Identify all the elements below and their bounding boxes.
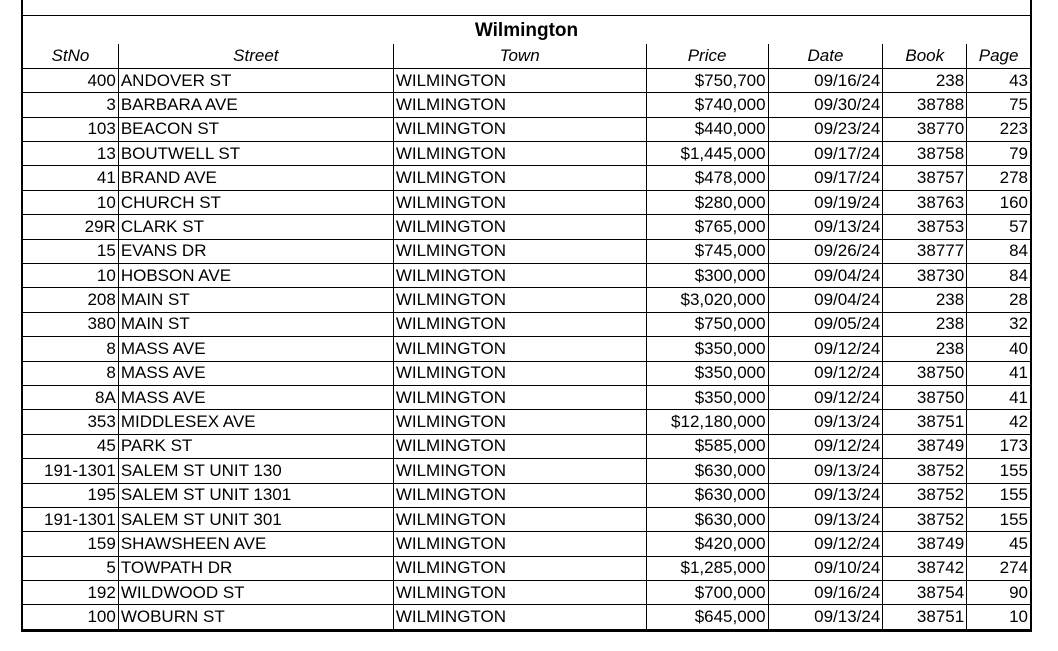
- cell-stno: 29R: [23, 215, 118, 239]
- cell-page: 41: [967, 385, 1030, 409]
- cell-price: $478,000: [646, 166, 768, 190]
- cell-page: 28: [967, 288, 1030, 312]
- cell-price: $300,000: [646, 264, 768, 288]
- table-row: [23, 410, 1030, 434]
- cell-town: WILMINGTON: [393, 288, 646, 312]
- cell-page: 43: [967, 68, 1030, 92]
- cell-town: WILMINGTON: [393, 483, 646, 507]
- cell-date: 09/12/24: [768, 361, 883, 385]
- table-row: [23, 556, 1030, 580]
- cell-price: $740,000: [646, 93, 768, 117]
- table-row: [23, 264, 1030, 288]
- cell-town: WILMINGTON: [393, 312, 646, 336]
- cell-date: 09/13/24: [768, 459, 883, 483]
- column-header-book: Book: [883, 44, 967, 68]
- cell-stno: 353: [23, 410, 118, 434]
- cell-page: 160: [967, 190, 1030, 214]
- cell-town: WILMINGTON: [393, 605, 646, 629]
- table-header-row: [23, 44, 1030, 68]
- cell-street: SALEM ST UNIT 1301: [118, 483, 393, 507]
- cell-street: MAIN ST: [118, 288, 393, 312]
- cell-page: 57: [967, 215, 1030, 239]
- cell-stno: 380: [23, 312, 118, 336]
- cell-street: CHURCH ST: [118, 190, 393, 214]
- cell-stno: 10: [23, 190, 118, 214]
- cell-book: 38770: [883, 117, 967, 141]
- table-row: [23, 312, 1030, 336]
- cell-street: HOBSON AVE: [118, 264, 393, 288]
- cell-book: 38750: [883, 385, 967, 409]
- cell-book: 38742: [883, 556, 967, 580]
- cell-town: WILMINGTON: [393, 239, 646, 263]
- cell-town: WILMINGTON: [393, 556, 646, 580]
- cell-book: 38752: [883, 483, 967, 507]
- cell-price: $12,180,000: [646, 410, 768, 434]
- cell-book: 238: [883, 312, 967, 336]
- cell-town: WILMINGTON: [393, 166, 646, 190]
- table-row: [23, 288, 1030, 312]
- cell-price: $440,000: [646, 117, 768, 141]
- cell-town: WILMINGTON: [393, 459, 646, 483]
- cell-stno: 191-1301: [23, 459, 118, 483]
- cell-date: 09/17/24: [768, 166, 883, 190]
- cell-street: SALEM ST UNIT 130: [118, 459, 393, 483]
- cell-town: WILMINGTON: [393, 93, 646, 117]
- cell-town: WILMINGTON: [393, 142, 646, 166]
- cell-town: WILMINGTON: [393, 264, 646, 288]
- cell-book: 38788: [883, 93, 967, 117]
- cell-price: $350,000: [646, 337, 768, 361]
- cell-stno: 159: [23, 532, 118, 556]
- cell-street: BEACON ST: [118, 117, 393, 141]
- cell-book: 238: [883, 288, 967, 312]
- cell-town: WILMINGTON: [393, 385, 646, 409]
- cell-stno: 400: [23, 68, 118, 92]
- cell-date: 09/26/24: [768, 239, 883, 263]
- cell-book: 238: [883, 337, 967, 361]
- column-header-town: Town: [393, 44, 646, 68]
- cell-town: WILMINGTON: [393, 190, 646, 214]
- cell-book: 38757: [883, 166, 967, 190]
- cell-page: 155: [967, 483, 1030, 507]
- cell-street: WILDWOOD ST: [118, 581, 393, 605]
- cell-street: SALEM ST UNIT 301: [118, 507, 393, 531]
- cell-stno: 8A: [23, 385, 118, 409]
- cell-street: BARBARA AVE: [118, 93, 393, 117]
- cell-price: $700,000: [646, 581, 768, 605]
- cell-price: $765,000: [646, 215, 768, 239]
- cell-town: WILMINGTON: [393, 507, 646, 531]
- cell-street: PARK ST: [118, 434, 393, 458]
- cell-street: BRAND AVE: [118, 166, 393, 190]
- cell-stno: 10: [23, 264, 118, 288]
- cell-book: 38758: [883, 142, 967, 166]
- table-row: [23, 434, 1030, 458]
- table-row: [23, 93, 1030, 117]
- table-row: [23, 239, 1030, 263]
- cell-town: WILMINGTON: [393, 434, 646, 458]
- cell-book: 38752: [883, 507, 967, 531]
- cell-date: 09/04/24: [768, 288, 883, 312]
- cell-price: $750,000: [646, 312, 768, 336]
- sales-table: [23, 44, 1030, 630]
- cell-stno: 15: [23, 239, 118, 263]
- cell-book: 38777: [883, 239, 967, 263]
- cell-town: WILMINGTON: [393, 361, 646, 385]
- cell-page: 155: [967, 459, 1030, 483]
- cell-price: $630,000: [646, 459, 768, 483]
- table-row: [23, 337, 1030, 361]
- cell-book: 238: [883, 68, 967, 92]
- cell-street: TOWPATH DR: [118, 556, 393, 580]
- cell-town: WILMINGTON: [393, 117, 646, 141]
- cell-book: 38750: [883, 361, 967, 385]
- cell-street: MASS AVE: [118, 361, 393, 385]
- cell-street: BOUTWELL ST: [118, 142, 393, 166]
- cell-page: 173: [967, 434, 1030, 458]
- cell-page: 223: [967, 117, 1030, 141]
- table-row: [23, 190, 1030, 214]
- column-header-date: Date: [768, 44, 883, 68]
- cell-street: MAIN ST: [118, 312, 393, 336]
- cell-book: 38763: [883, 190, 967, 214]
- cell-stno: 8: [23, 361, 118, 385]
- cell-street: ANDOVER ST: [118, 68, 393, 92]
- table-row: [23, 532, 1030, 556]
- cell-street: MASS AVE: [118, 385, 393, 409]
- cell-date: 09/13/24: [768, 507, 883, 531]
- column-header-stno: StNo: [23, 44, 118, 68]
- cell-town: WILMINGTON: [393, 581, 646, 605]
- cell-street: MIDDLESEX AVE: [118, 410, 393, 434]
- cell-stno: 103: [23, 117, 118, 141]
- cell-price: $1,445,000: [646, 142, 768, 166]
- table-row: [23, 117, 1030, 141]
- cell-price: $350,000: [646, 361, 768, 385]
- cell-price: $585,000: [646, 434, 768, 458]
- table-body: [23, 68, 1030, 629]
- cell-page: 79: [967, 142, 1030, 166]
- cell-street: SHAWSHEEN AVE: [118, 532, 393, 556]
- cell-date: 09/12/24: [768, 434, 883, 458]
- cell-date: 09/10/24: [768, 556, 883, 580]
- cell-page: 90: [967, 581, 1030, 605]
- cell-price: $280,000: [646, 190, 768, 214]
- table-row: [23, 507, 1030, 531]
- cell-stno: 100: [23, 605, 118, 629]
- cell-price: $420,000: [646, 532, 768, 556]
- cell-page: 41: [967, 361, 1030, 385]
- table-row: [23, 166, 1030, 190]
- column-header-price: Price: [646, 44, 768, 68]
- cell-date: 09/13/24: [768, 410, 883, 434]
- cell-book: 38753: [883, 215, 967, 239]
- cell-page: 75: [967, 93, 1030, 117]
- cell-page: 84: [967, 264, 1030, 288]
- table-row: [23, 142, 1030, 166]
- cell-date: 09/12/24: [768, 385, 883, 409]
- cell-page: 84: [967, 239, 1030, 263]
- cell-price: $750,700: [646, 68, 768, 92]
- cell-book: 38749: [883, 434, 967, 458]
- cell-town: WILMINGTON: [393, 410, 646, 434]
- cell-stno: 45: [23, 434, 118, 458]
- cell-stno: 3: [23, 93, 118, 117]
- table-row: [23, 459, 1030, 483]
- cell-street: WOBURN ST: [118, 605, 393, 629]
- cell-page: 274: [967, 556, 1030, 580]
- cell-date: 09/16/24: [768, 68, 883, 92]
- cell-date: 09/23/24: [768, 117, 883, 141]
- cell-date: 09/04/24: [768, 264, 883, 288]
- cell-page: 32: [967, 312, 1030, 336]
- table-row: [23, 483, 1030, 507]
- table-row: [23, 605, 1030, 629]
- cell-stno: 41: [23, 166, 118, 190]
- cell-book: 38754: [883, 581, 967, 605]
- cell-page: 42: [967, 410, 1030, 434]
- table-row: [23, 68, 1030, 92]
- cell-date: 09/30/24: [768, 93, 883, 117]
- cell-page: 278: [967, 166, 1030, 190]
- cell-stno: 192: [23, 581, 118, 605]
- cell-street: EVANS DR: [118, 239, 393, 263]
- cell-town: WILMINGTON: [393, 337, 646, 361]
- cell-date: 09/13/24: [768, 605, 883, 629]
- table-row: [23, 361, 1030, 385]
- cell-stno: 8: [23, 337, 118, 361]
- cell-date: 09/13/24: [768, 483, 883, 507]
- cell-price: $745,000: [646, 239, 768, 263]
- cell-page: 40: [967, 337, 1030, 361]
- cell-stno: 13: [23, 142, 118, 166]
- table-row: [23, 385, 1030, 409]
- cell-book: 38751: [883, 605, 967, 629]
- cell-date: 09/17/24: [768, 142, 883, 166]
- cell-book: 38752: [883, 459, 967, 483]
- cell-date: 09/12/24: [768, 532, 883, 556]
- cell-price: $645,000: [646, 605, 768, 629]
- cell-stno: 208: [23, 288, 118, 312]
- cell-date: 09/19/24: [768, 190, 883, 214]
- cell-page: 10: [967, 605, 1030, 629]
- cell-stno: 191-1301: [23, 507, 118, 531]
- cell-price: $630,000: [646, 507, 768, 531]
- cell-stno: 195: [23, 483, 118, 507]
- cell-price: $1,285,000: [646, 556, 768, 580]
- column-header-page: Page: [967, 44, 1030, 68]
- table-row: [23, 581, 1030, 605]
- cell-date: 09/12/24: [768, 337, 883, 361]
- cell-book: 38749: [883, 532, 967, 556]
- cell-date: 09/05/24: [768, 312, 883, 336]
- cell-price: $350,000: [646, 385, 768, 409]
- sales-sheet: [21, 0, 1032, 632]
- cell-town: WILMINGTON: [393, 532, 646, 556]
- cell-town: WILMINGTON: [393, 68, 646, 92]
- column-header-street: Street: [118, 44, 393, 68]
- cell-street: MASS AVE: [118, 337, 393, 361]
- cell-page: 45: [967, 532, 1030, 556]
- cell-street: CLARK ST: [118, 215, 393, 239]
- cell-book: 38751: [883, 410, 967, 434]
- cell-book: 38730: [883, 264, 967, 288]
- cell-date: 09/16/24: [768, 581, 883, 605]
- cell-price: $630,000: [646, 483, 768, 507]
- table-row: [23, 215, 1030, 239]
- sheet-title: Wilmington: [23, 15, 1030, 45]
- cell-page: 155: [967, 507, 1030, 531]
- cell-price: $3,020,000: [646, 288, 768, 312]
- cell-town: WILMINGTON: [393, 215, 646, 239]
- cell-date: 09/13/24: [768, 215, 883, 239]
- cell-stno: 5: [23, 556, 118, 580]
